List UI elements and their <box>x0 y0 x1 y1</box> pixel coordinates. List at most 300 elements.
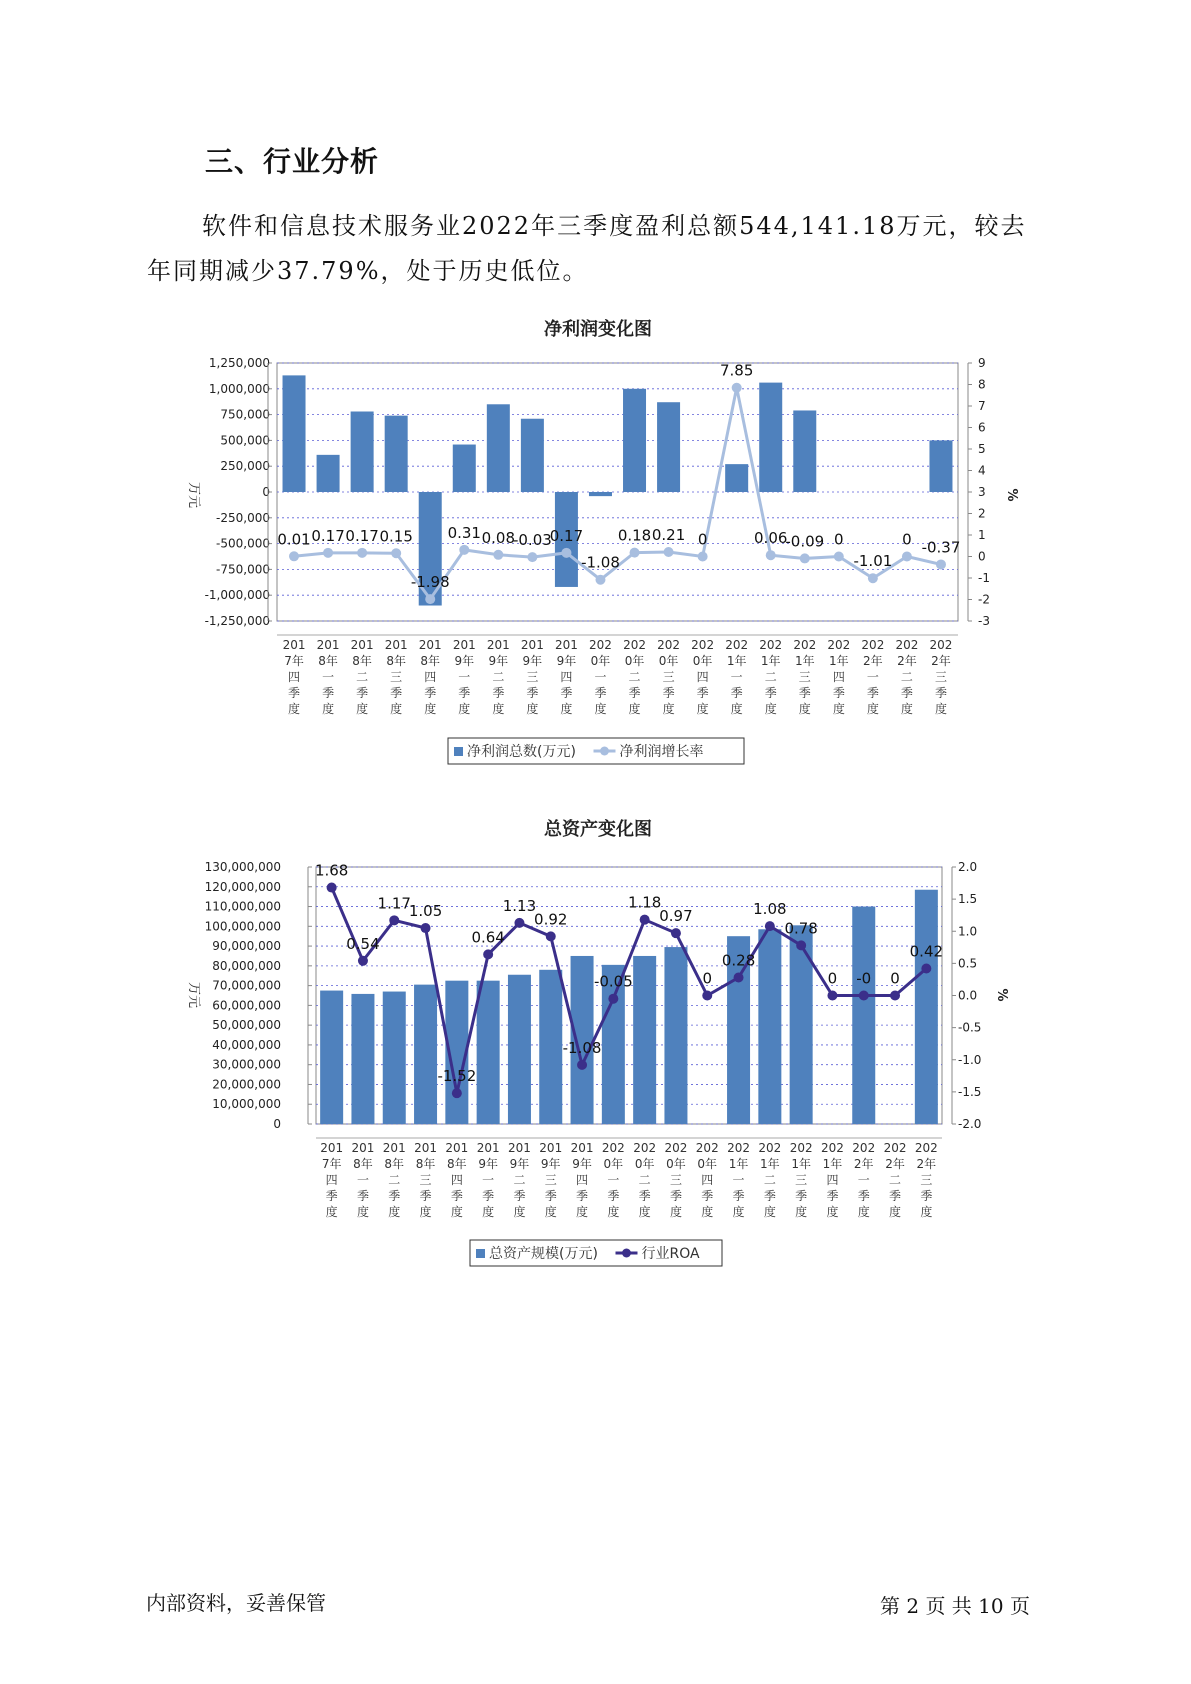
x-tick-label: 度 <box>544 1205 557 1219</box>
x-tick-label: 二 <box>900 670 913 684</box>
x-tick-label: 季 <box>795 1189 808 1203</box>
x-tick-label: 9年 <box>488 654 509 668</box>
x-tick-label: 2年 <box>916 1157 937 1171</box>
y-tick-label: 110,000,000 <box>204 899 281 914</box>
x-tick-label: 三 <box>795 1173 808 1187</box>
bar <box>915 890 938 1124</box>
legend-bar-swatch <box>476 1249 485 1258</box>
y-tick-label: -500,000 <box>216 536 270 551</box>
x-tick-label: 201 <box>452 638 476 652</box>
x-tick-label: 季 <box>832 686 845 700</box>
x-tick-label: 季 <box>866 686 879 700</box>
x-tick-label: 1年 <box>829 654 849 668</box>
data-label: -0.03 <box>512 531 552 550</box>
x-tick-label: 一 <box>322 670 335 684</box>
x-tick-label: 201 <box>316 638 340 652</box>
x-tick-label: 一 <box>356 1173 369 1187</box>
data-label: 0 <box>890 969 900 988</box>
x-tick-label: 1年 <box>728 1157 749 1171</box>
x-tick-label: 度 <box>638 1205 651 1219</box>
data-label: 0.17 <box>549 526 584 545</box>
x-tick-label: 度 <box>889 1205 902 1219</box>
x-tick-label: 8年 <box>353 1157 373 1171</box>
legend-line-label: 行业ROA <box>641 1246 700 1262</box>
data-label: -1.52 <box>437 1067 477 1086</box>
x-tick-label: 202 <box>895 638 919 652</box>
x-tick-label: 202 <box>664 1141 688 1155</box>
x-tick-label: 季 <box>889 1189 902 1203</box>
x-tick-label: 四 <box>576 1173 589 1187</box>
x-tick-label: 2年 <box>863 654 883 668</box>
line-point <box>595 575 605 585</box>
y-tick-label: -250,000 <box>216 510 270 525</box>
x-tick-label: 8年 <box>318 654 338 668</box>
y2-tick-label: 0 <box>978 549 986 564</box>
data-label: 0.08 <box>481 528 516 547</box>
y-axis-label: 万元 <box>186 981 201 1009</box>
x-tick-label: 0年 <box>697 1157 718 1171</box>
legend-bar-label: 总资产规模(万元) <box>489 1246 598 1262</box>
x-tick-label: 度 <box>513 1205 526 1219</box>
x-tick-label: 度 <box>356 702 369 716</box>
y2-tick-label: 2 <box>978 506 986 521</box>
x-tick-label: 季 <box>325 1189 338 1203</box>
x-tick-label: 9年 <box>454 654 475 668</box>
line-point <box>546 931 556 941</box>
data-label: 0.31 <box>447 523 481 542</box>
data-label: 1.13 <box>502 896 537 915</box>
bar <box>320 991 343 1124</box>
x-tick-label: 9年 <box>540 1157 561 1171</box>
x-tick-label: 201 <box>414 1141 438 1155</box>
x-tick-label: 201 <box>418 638 442 652</box>
x-tick-label: 一 <box>458 670 471 684</box>
y-tick-label: -750,000 <box>216 562 270 577</box>
bar <box>414 985 437 1124</box>
x-tick-label: 8年 <box>420 654 441 668</box>
y-tick-label: 1,250,000 <box>208 356 270 370</box>
x-tick-label: 季 <box>576 1189 589 1203</box>
data-label: 0.64 <box>471 928 505 947</box>
y-tick-label: 60,000,000 <box>212 998 281 1013</box>
x-tick-label: 度 <box>607 1205 620 1219</box>
data-label: 1.08 <box>753 900 787 919</box>
data-label: 0.54 <box>346 934 380 953</box>
x-tick-label: 度 <box>526 702 539 716</box>
x-tick-label: 度 <box>669 1205 682 1219</box>
y2-axis-label: % <box>1004 488 1019 502</box>
bar <box>385 416 408 492</box>
x-tick-label: 季 <box>732 1189 745 1203</box>
bar <box>657 402 680 492</box>
y-tick-label: -1,000,000 <box>204 588 270 603</box>
y-tick-label: 20,000,000 <box>212 1077 281 1092</box>
x-tick-label: 三 <box>544 1173 557 1187</box>
line-point <box>323 548 333 558</box>
line-point <box>357 548 367 558</box>
x-tick-label: 度 <box>934 702 947 716</box>
x-tick-label: 三 <box>662 670 675 684</box>
line-point <box>890 991 900 1001</box>
data-label: 0 <box>834 530 844 549</box>
x-tick-label: 1年 <box>794 654 815 668</box>
x-tick-label: 度 <box>866 702 879 716</box>
x-tick-label: 202 <box>759 638 783 652</box>
bar <box>487 404 510 492</box>
line-point <box>834 552 844 562</box>
bar <box>589 492 612 496</box>
y-tick-label: 80,000,000 <box>212 958 281 973</box>
x-tick-label: 季 <box>696 686 709 700</box>
line-point <box>327 883 337 893</box>
x-tick-label: 季 <box>764 686 777 700</box>
x-tick-label: 度 <box>662 702 675 716</box>
bar <box>852 907 875 1124</box>
x-tick-label: 季 <box>419 1189 432 1203</box>
x-tick-label: 季 <box>560 686 573 700</box>
line-point <box>630 548 640 558</box>
x-tick-label: 一 <box>594 670 607 684</box>
line-point <box>452 1088 462 1098</box>
bar <box>317 455 340 492</box>
x-tick-label: 季 <box>513 1189 526 1203</box>
x-tick-label: 202 <box>633 1141 657 1155</box>
x-tick-label: 1年 <box>791 1157 811 1171</box>
line-point <box>421 923 431 933</box>
x-tick-label: 三 <box>920 1173 933 1187</box>
x-tick-label: 一 <box>866 670 879 684</box>
x-tick-label: 度 <box>322 702 335 716</box>
data-label: -0.05 <box>593 972 633 991</box>
x-tick-label: 二 <box>763 1173 776 1187</box>
bar <box>508 975 531 1124</box>
data-label: 0.28 <box>721 951 756 970</box>
x-tick-label: 季 <box>390 686 403 700</box>
line-point <box>561 548 571 558</box>
bar <box>283 375 306 492</box>
x-tick-label: 202 <box>601 1141 625 1155</box>
x-tick-label: 度 <box>325 1205 338 1219</box>
data-label: 1.05 <box>408 902 443 921</box>
y2-tick-label: -1.5 <box>958 1084 982 1099</box>
x-tick-label: 季 <box>526 686 539 700</box>
data-label: 0 <box>827 969 838 988</box>
x-tick-label: 0年 <box>666 1157 686 1171</box>
line-point <box>796 940 806 950</box>
x-tick-label: 四 <box>696 670 709 684</box>
y2-tick-label: -0.5 <box>958 1020 982 1035</box>
y-tick-label: 130,000,000 <box>204 860 281 874</box>
x-tick-label: 202 <box>820 1141 844 1155</box>
y-tick-label: 50,000,000 <box>212 1018 281 1033</box>
data-label: 0 <box>697 530 708 549</box>
x-tick-label: 季 <box>356 1189 369 1203</box>
net-profit-chart <box>0 315 1191 775</box>
line-point <box>902 552 912 562</box>
x-tick-label: 季 <box>730 686 743 700</box>
line-point <box>859 991 869 1001</box>
line-point <box>483 949 493 959</box>
y-tick-label: 90,000,000 <box>212 939 281 954</box>
x-tick-label: 二 <box>638 1173 651 1187</box>
x-tick-label: 1年 <box>760 654 781 668</box>
x-tick-label: 二 <box>764 670 777 684</box>
bar <box>759 383 782 492</box>
x-tick-label: 度 <box>701 1205 714 1219</box>
y2-tick-label: -1 <box>978 571 990 585</box>
line-point <box>827 991 837 1001</box>
x-tick-label: 202 <box>852 1141 876 1155</box>
data-label: 0.17 <box>345 526 379 545</box>
x-tick-label: 度 <box>732 1205 745 1219</box>
y2-tick-label: -2.0 <box>958 1117 982 1131</box>
y-tick-label: -1,250,000 <box>204 614 270 628</box>
x-tick-label: 9年 <box>509 1157 530 1171</box>
x-tick-label: 202 <box>861 638 885 652</box>
x-tick-label: 二 <box>388 1173 401 1187</box>
x-tick-label: 9年 <box>572 1157 592 1171</box>
y-tick-label: 250,000 <box>220 459 270 474</box>
x-tick-label: 季 <box>544 1189 557 1203</box>
x-tick-label: 201 <box>554 638 578 652</box>
x-tick-label: 9年 <box>478 1157 498 1171</box>
bar <box>790 925 813 1124</box>
x-tick-label: 2年 <box>897 654 917 668</box>
line-point <box>640 915 650 925</box>
x-tick-label: 201 <box>282 638 306 652</box>
x-tick-label: 度 <box>560 702 573 716</box>
x-tick-label: 201 <box>539 1141 563 1155</box>
legend-line-label: 净利润增长率 <box>619 744 704 760</box>
x-tick-label: 季 <box>763 1189 776 1203</box>
x-tick-label: 度 <box>900 702 913 716</box>
line-point <box>608 994 618 1004</box>
x-tick-label: 一 <box>607 1173 620 1187</box>
x-tick-label: 202 <box>727 1141 751 1155</box>
y2-tick-label: 1 <box>978 528 986 542</box>
bar <box>351 994 374 1124</box>
data-label: 0.92 <box>534 910 568 929</box>
x-tick-label: 0年 <box>692 654 713 668</box>
x-tick-label: 季 <box>900 686 913 700</box>
line-point <box>734 973 744 983</box>
y-tick-label: 0 <box>262 485 270 499</box>
data-label: 0.18 <box>617 526 652 545</box>
y-axis-label: 万元 <box>186 481 201 509</box>
x-tick-label: 201 <box>351 1141 375 1155</box>
x-tick-label: 季 <box>450 1189 463 1203</box>
x-tick-label: 季 <box>798 686 811 700</box>
x-tick-label: 202 <box>657 638 681 652</box>
summary-paragraph: 软件和信息技术服务业2022年三季度盈利总额544,141.18万元，较去年同期减少37.79%，处于历史低位。 <box>147 212 1027 285</box>
y2-tick-label: 6 <box>978 420 986 435</box>
x-tick-label: 四 <box>560 670 573 684</box>
bar <box>664 947 687 1124</box>
data-label: 0.15 <box>379 527 413 546</box>
x-tick-label: 四 <box>450 1173 463 1187</box>
y2-tick-label: 2.0 <box>958 860 978 874</box>
data-label: 0.42 <box>909 942 944 961</box>
line-point <box>577 1060 587 1070</box>
line-point <box>289 551 299 561</box>
line-point <box>800 553 810 563</box>
x-tick-label: 1年 <box>726 654 747 668</box>
x-tick-label: 二 <box>356 670 369 684</box>
data-label: 0.17 <box>311 526 345 545</box>
x-tick-label: 7年 <box>321 1157 342 1171</box>
line-point <box>514 918 524 928</box>
data-label: 0.97 <box>659 907 693 926</box>
x-tick-label: 三 <box>934 670 947 684</box>
x-tick-label: 9年 <box>556 654 577 668</box>
x-tick-label: 202 <box>914 1141 938 1155</box>
x-tick-label: 度 <box>730 702 743 716</box>
x-tick-label: 202 <box>623 638 646 652</box>
data-label: -1.08 <box>581 553 620 572</box>
x-tick-label: 201 <box>507 1141 531 1155</box>
y2-tick-label: 0.5 <box>958 956 978 971</box>
x-tick-label: 度 <box>763 1205 776 1219</box>
x-tick-label: 201 <box>486 638 510 652</box>
line-point <box>527 552 537 562</box>
x-tick-label: 7年 <box>284 654 304 668</box>
x-tick-label: 202 <box>883 1141 907 1155</box>
x-tick-label: 2年 <box>885 1157 905 1171</box>
legend-bar-swatch <box>454 747 463 756</box>
x-tick-label: 一 <box>857 1173 870 1187</box>
line-point <box>702 991 712 1001</box>
footer-confidential-note: 内部资料，妥善保管 <box>146 1591 326 1615</box>
x-tick-label: 一 <box>730 670 743 684</box>
y2-tick-label: 7 <box>978 399 986 413</box>
x-tick-label: 季 <box>701 1189 714 1203</box>
line-point <box>732 383 742 393</box>
x-tick-label: 季 <box>934 686 947 700</box>
x-tick-label: 202 <box>827 638 851 652</box>
x-tick-label: 三 <box>669 1173 682 1187</box>
bar <box>725 464 748 492</box>
data-label: 0.21 <box>651 525 686 544</box>
y2-tick-label: 5 <box>978 442 986 456</box>
y-tick-label: 100,000,000 <box>204 919 281 934</box>
bar <box>477 981 500 1124</box>
x-tick-label: 9年 <box>522 654 543 668</box>
x-tick-label: 0年 <box>590 654 611 668</box>
x-tick-label: 度 <box>764 702 777 716</box>
x-tick-label: 四 <box>832 670 845 684</box>
x-tick-label: 季 <box>492 686 505 700</box>
x-tick-label: 季 <box>628 686 641 700</box>
legend-line-marker <box>622 1249 631 1258</box>
y2-tick-label: 4 <box>978 463 986 478</box>
x-tick-label: 季 <box>388 1189 401 1203</box>
x-tick-label: 8年 <box>352 654 372 668</box>
bar <box>351 412 374 492</box>
x-tick-label: 201 <box>384 638 408 652</box>
x-tick-label: 2年 <box>931 654 951 668</box>
data-label: -0.09 <box>785 532 825 551</box>
data-label: 0.78 <box>784 919 818 938</box>
line-point <box>671 928 681 938</box>
line-point <box>391 548 401 558</box>
x-tick-label: 度 <box>288 702 301 716</box>
x-tick-label: 度 <box>826 1205 839 1219</box>
bar <box>793 410 816 492</box>
bar <box>929 440 952 492</box>
y2-tick-label: 1.0 <box>958 924 978 939</box>
line-point <box>389 915 399 925</box>
x-tick-label: 202 <box>929 638 953 652</box>
y2-tick-label: -2 <box>978 592 990 607</box>
x-tick-label: 四 <box>288 670 301 684</box>
x-tick-label: 二 <box>628 670 641 684</box>
y2-tick-label: 1.5 <box>958 892 978 907</box>
x-tick-label: 四 <box>826 1173 839 1187</box>
y-tick-label: 0 <box>273 1117 281 1131</box>
bar <box>521 419 544 492</box>
chart-title: 总资产变化图 <box>544 819 652 840</box>
x-tick-label: 0年 <box>658 654 679 668</box>
x-tick-label: 1年 <box>822 1157 843 1171</box>
x-tick-label: 8年 <box>415 1157 436 1171</box>
x-tick-label: 季 <box>288 686 301 700</box>
y-tick-label: 30,000,000 <box>212 1057 281 1072</box>
x-tick-label: 度 <box>390 702 403 716</box>
data-label: 1.17 <box>377 894 411 913</box>
x-tick-label: 度 <box>419 1205 432 1219</box>
line-point <box>459 545 469 555</box>
x-tick-label: 度 <box>920 1205 933 1219</box>
data-label: -0 <box>856 969 872 988</box>
x-tick-label: 202 <box>758 1141 782 1155</box>
x-tick-label: 8年 <box>384 1157 405 1171</box>
x-tick-label: 202 <box>691 638 715 652</box>
x-tick-label: 季 <box>356 686 369 700</box>
x-tick-label: 季 <box>920 1189 933 1203</box>
total-assets-chart <box>0 815 1191 1275</box>
y-tick-label: 10,000,000 <box>212 1097 281 1112</box>
chart-title: 净利润变化图 <box>544 319 652 340</box>
data-label: -1.01 <box>853 552 893 571</box>
x-tick-label: 度 <box>795 1205 808 1219</box>
line-point <box>921 964 931 974</box>
y2-tick-label: 9 <box>978 356 986 370</box>
data-label: 7.85 <box>719 361 754 380</box>
x-tick-label: 度 <box>482 1205 495 1219</box>
x-tick-label: 度 <box>832 702 845 716</box>
line-point <box>765 921 775 931</box>
x-tick-label: 8年 <box>447 1157 467 1171</box>
x-tick-label: 度 <box>492 702 505 716</box>
data-label: 0 <box>902 530 912 549</box>
x-tick-label: 201 <box>382 1141 406 1155</box>
x-tick-label: 201 <box>445 1141 469 1155</box>
data-label: 0.01 <box>277 530 311 549</box>
x-tick-label: 季 <box>857 1189 870 1203</box>
y-tick-label: 70,000,000 <box>212 978 281 993</box>
x-tick-label: 季 <box>458 686 471 700</box>
data-label: 1.18 <box>627 893 662 912</box>
y2-tick-label: -1.0 <box>958 1052 982 1067</box>
x-tick-label: 三 <box>798 670 811 684</box>
x-tick-label: 三 <box>526 670 539 684</box>
x-tick-label: 季 <box>322 686 335 700</box>
x-tick-label: 度 <box>857 1205 870 1219</box>
y-tick-label: 40,000,000 <box>212 1037 281 1052</box>
y-tick-label: 120,000,000 <box>204 879 281 894</box>
x-tick-label: 一 <box>482 1173 495 1187</box>
x-tick-label: 二 <box>492 670 505 684</box>
